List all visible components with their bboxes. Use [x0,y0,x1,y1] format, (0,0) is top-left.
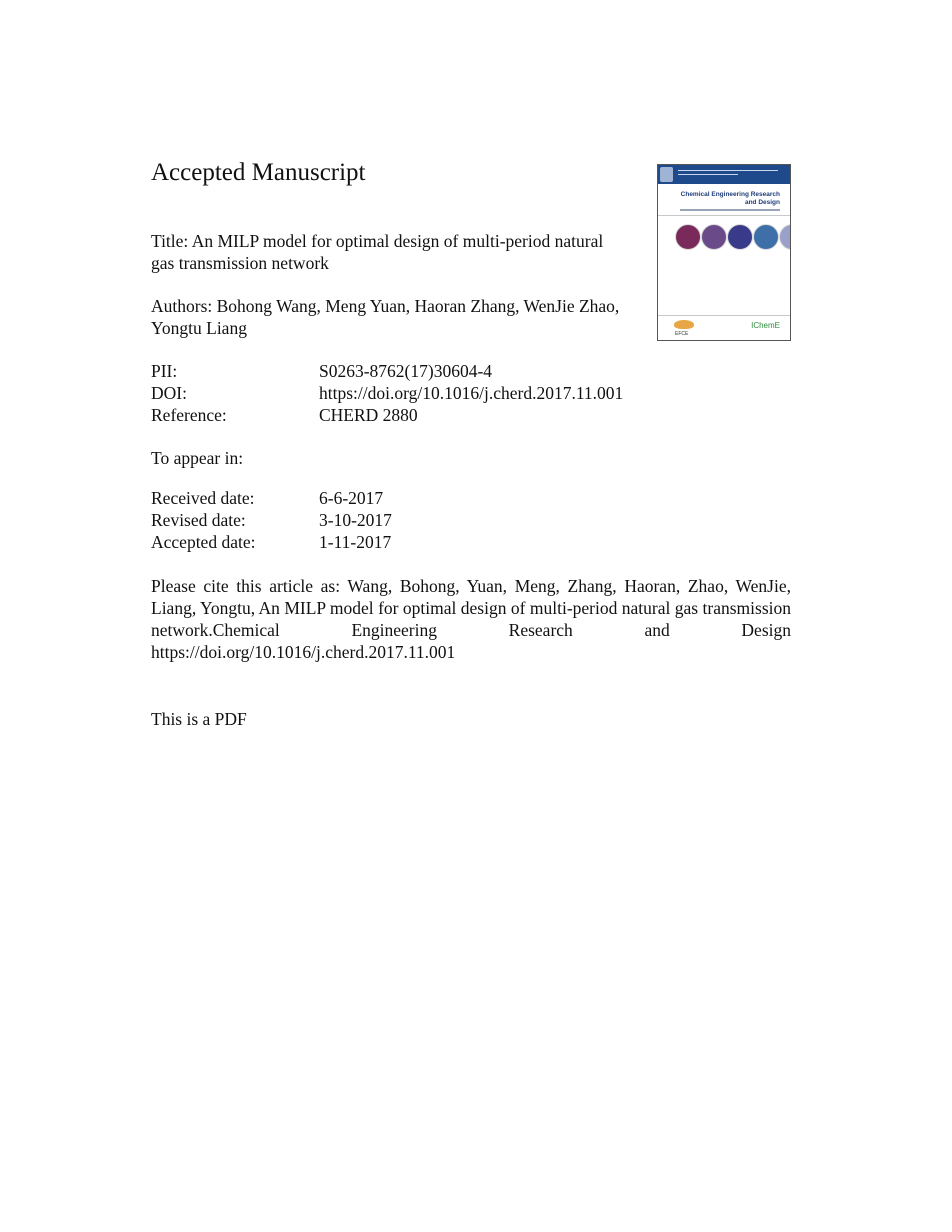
doi-value: https://doi.org/10.1016/j.cherd.2017.11.001 [319,383,624,403]
accepted-date-row [151,531,392,553]
cover-bottom-divider [658,315,790,316]
reference-row [151,404,623,426]
identifier-list [151,360,623,426]
received-date-value: 6-6-2017 [319,488,384,508]
pii-label: PII: [151,361,178,381]
efce-label: EFCE [675,331,689,337]
elsevier-logo-icon [660,167,673,182]
pdf-note: This is a PDF [151,709,247,729]
icheme-logo: IChemE [751,321,780,330]
page-title: Accepted Manuscript [151,159,366,186]
efce-logo-icon [674,320,694,329]
manuscript-title: Title: An MILP model for optimal design of multi-period natural gas transmission network [151,231,604,273]
cover-photo-circle [701,224,727,250]
cover-photo-circle [675,224,701,250]
journal-cover [657,164,791,341]
cover-subtitle-line [680,209,780,211]
cover-divider [658,215,790,216]
cover-journal-title: Chemical Engineering Research and Design [680,191,780,206]
cover-header-band [658,165,790,184]
cover-photo-circle [753,224,779,250]
date-list [151,487,392,553]
reference-label: Reference: [151,405,227,425]
received-date-row [151,487,392,509]
pii-value: S0263-8762(17)30604-4 [319,361,493,381]
reference-value: CHERD 2880 [319,405,418,425]
citation-paragraph: Please cite this article as: Wang, Bohong, Yuan, Meng, Zhang, Haoran, Zhao, WenJie, Liang, Yongtu, An MILP model for optimal design of multi-period natural gas transmission network.Chemical Engineering Research and Design https://doi.org/10.1016/j.cherd.2017.11.001 [151,576,791,662]
accepted-date-label: Accepted date: [151,532,256,552]
pii-row [151,360,623,382]
doi-row [151,382,623,404]
accepted-date-value: 1-11-2017 [319,532,392,552]
revised-date-value: 3-10-2017 [319,510,392,530]
cover-band-text-line [678,170,778,171]
manuscript-authors: Authors: Bohong Wang, Meng Yuan, Haoran Zhang, WenJie Zhao, Yongtu Liang [151,296,620,338]
cover-band-text-line [678,174,738,175]
cover-photo-circle [727,224,753,250]
appear-in-label: To appear in: [151,448,244,468]
doi-label: DOI: [151,383,187,403]
received-date-label: Received date: [151,488,255,508]
cover-photo-circle [779,224,791,250]
revised-date-label: Revised date: [151,510,246,530]
revised-date-row [151,509,392,531]
